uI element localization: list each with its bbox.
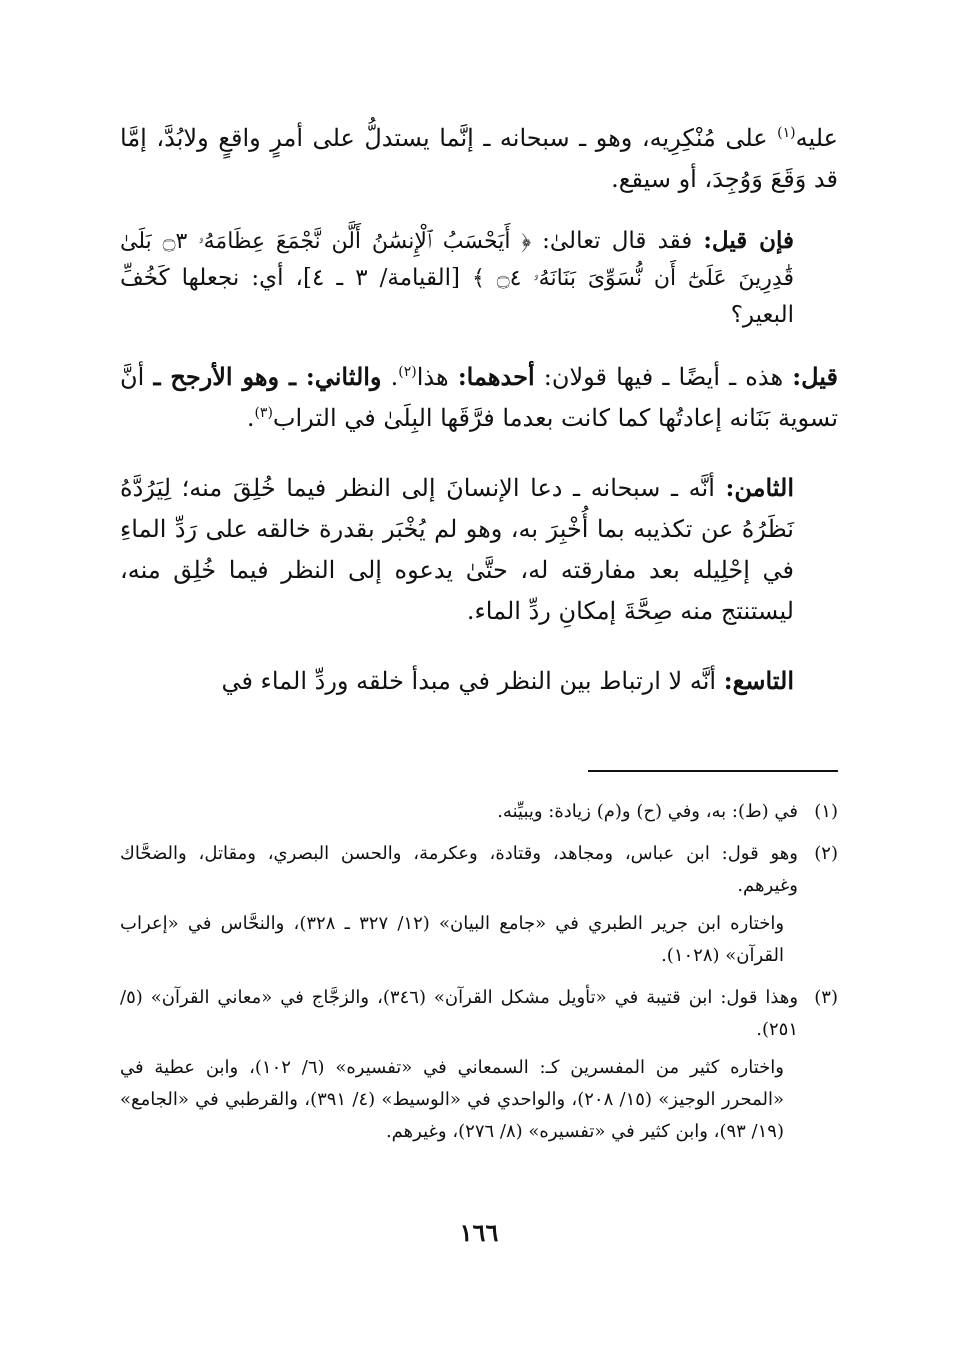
footnote-text: وهو قول: ابن عباس، ومجاهد، وقتادة، وعكرمة، والحسن البصري، ومقاتل، والضحَّاك وغيرهم. [120,843,798,896]
reply-lead: قيل: [792,362,839,391]
paragraph-objection [120,222,838,334]
footnote-1 [120,796,838,834]
objection-lead: فإن قيل: [703,227,794,254]
ninth-text: أنَّه لا ارتباط بين النظر في مبدأ خلقه وردِّ الماء في [221,667,724,695]
paragraph-continuation [120,118,838,200]
footnote-2 [120,838,838,978]
main-text [120,118,838,702]
eighth-text: أنَّه ـ سبحانه ـ دعا الإنسانَ إلى النظر فيما خُلِقَ منه؛ لِيَرُدَّهُ نَظَرُهُ عن تكذيبه بما أُخْبِرَ به، وهو لم يُخْبَر بقدرة خالقه على رَدِّ الماءِ في إحْلِيله بعد مفارقته له، حتَّىٰ يدعوه إلى النظر فيما خُلِق منه، ليستنتج منه صِحَّةَ إمكانِ ردِّ الماء. [120,474,794,625]
footnote-text: في (ط): به، وفي (ح) و(م) زيادة: ويبيِّنه. [497,801,798,822]
para1-text-b: على مُنْكِرِيه، وهو ـ سبحانه ـ إنَّما يستدلُّ على أمرٍ واقعٍ ولابُدَّ، إمَّا قد وَقَعَ وَوُجِدَ، أو سيقع. [120,124,838,193]
verse-reference: [القيامة/ ٣ ـ ٤]، أي: نجعلها كَخُفِّ البعير؟ [120,265,794,328]
page-number: ١٦٦ [459,1218,499,1247]
reply-text-e: . [246,404,255,432]
reply-text-d: أنَّ تسوية بَنَانه إعادتُها كما كانت بعدما فرَّقَها البِلَىٰ في التراب [120,363,838,432]
objection-intro: فقد قال تعالىٰ: [531,228,704,254]
footnote-number: (١) [814,801,838,822]
reply-text-b: هذا [416,363,458,391]
paragraph-reply [120,356,838,439]
ninth-lead: التاسع: [723,666,794,695]
footnote-ref-1[interactable]: (١) [777,125,796,141]
footnote-separator [588,770,838,772]
footnote-number: (٣) [814,987,838,1008]
footnote-text: واختاره كثير من المفسرين كـ: السمعاني في «تفسيره» (٦/ ١٠٢)، وابن عطية في «المحرر الوجيز» (١٥/ ٢٠٨)، والواحدي في «الوسيط» (٤/ ٣٩١)، والقرطبي في «الجامع» (١٩/ ٩٣)، وابن كثير في «تفسيره» (٨/ ٢٧٦)، وغيرهم. [120,1057,784,1142]
reply-text-c: . [381,363,399,391]
footnote-3 [120,982,838,1154]
reply-text-a: هذه ـ أيضًا ـ فيها قولان: [534,363,793,391]
footnotes [120,796,838,1158]
footnote-body [120,982,798,1154]
quran-verse: ﴿ أَيَحْسَبُ ٱلْإِنسَٰنُ أَلَّن نَّجْمَعَ عِظَامَهُۥ ۝٣ بَلَىٰ قَٰدِرِينَ عَلَىٰٓ أَن نُّسَوِّىَ بَنَانَهُۥ ۝٤ ﴾ [120,229,794,291]
footnote-ref-2[interactable]: (٢) [398,364,417,380]
book-page [120,118,838,1360]
paragraph-eighth [120,467,838,632]
footnote-number: (٢) [814,843,838,864]
footnote-text: وهذا قول: ابن قتيبة في «تأويل مشكل القرآن» (٣٤٦)، والزجَّاج في «معاني القرآن» (٥/ ٢٥١). [120,987,799,1040]
footnote-body [120,796,798,834]
first-opinion-label: أحدهما: [457,362,535,391]
footnote-text: واختاره ابن جرير الطبري في «جامع البيان» (١٢/ ٣٢٧ ـ ٣٢٨)، والنحَّاس في «إعراب القرآن» (١٠٢٨). [120,913,785,966]
footnote-body [120,838,798,978]
paragraph-ninth [120,660,838,702]
eighth-lead: الثامن: [725,473,794,502]
second-opinion-label: والثاني: ـ وهو الأرجح ـ [153,362,382,391]
para1-text-a: عليه [795,124,838,152]
footnote-ref-3[interactable]: (٣) [254,405,273,421]
